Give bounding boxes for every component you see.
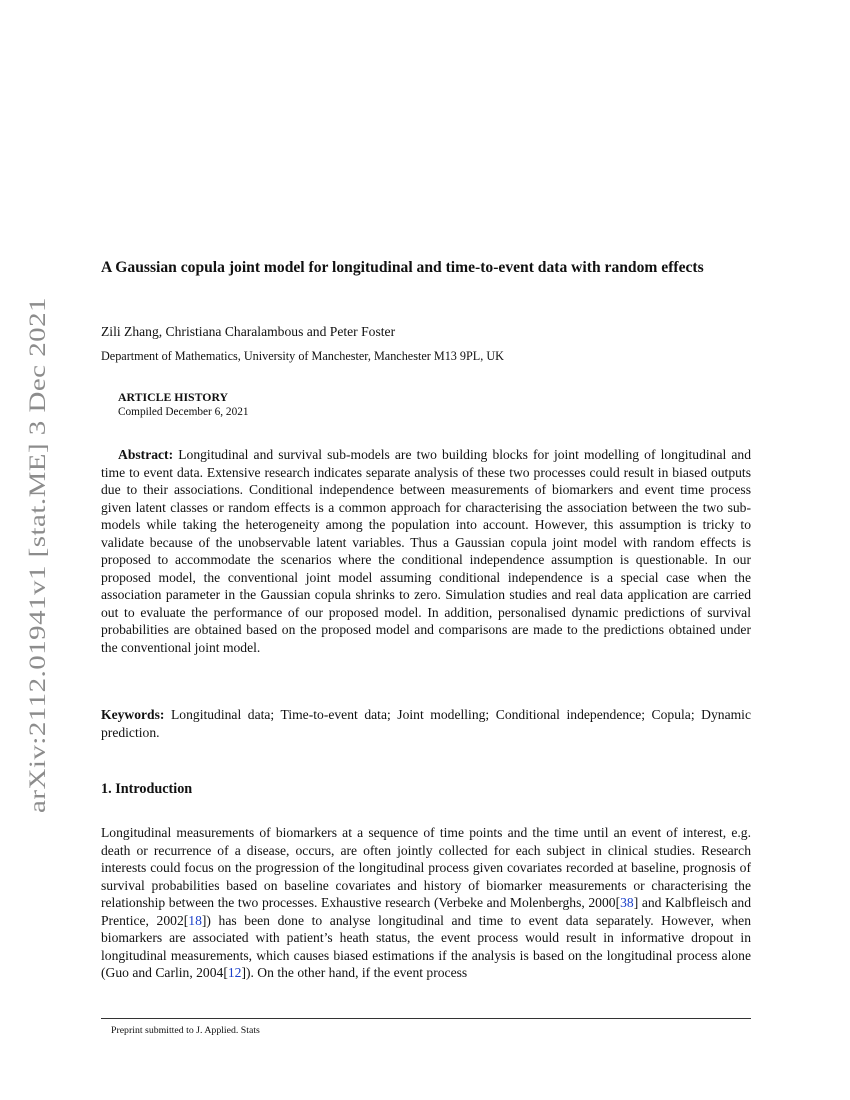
footer-divider bbox=[101, 1018, 751, 1019]
keywords bbox=[101, 706, 751, 741]
abstract-text: Longitudinal and survival sub-models are two building blocks for joint modelling of longitudinal and time to event data. Extensive research indicates separate analysis of these two processes could result in biased outputs due to their associations. Conditional independence between measurements of biomarkers and event time process given latent classes or random effects is a common approach for characterising the association between the two sub-models while taking the heterogeneity among the population into account. However, this assumption is tricky to validate because of the unobservable latent variables. Thus a Gaussian copula joint model with random effects is proposed to accommodate the scenarios where the conditional independence assumption is questionable. In our proposed model, the conventional joint model assuming conditional independence is a special case when the association parameter in the Gaussian copula shrinks to zero. Simulation studies and real data application are carried out to evaluate the performance of our proposed model. In addition, personalised dynamic predictions of survival probabilities are obtained based on the proposed model and comparisons are made to the predictions obtained under the conventional joint model. bbox=[101, 447, 751, 655]
citation-link[interactable]: 18 bbox=[188, 912, 202, 928]
section-heading-introduction: 1. Introduction bbox=[101, 781, 193, 797]
keywords-text: Longitudinal data; Time-to-event data; Joint modelling; Conditional independence; Copula; Dynamic prediction. bbox=[101, 707, 751, 740]
paper-title: A Gaussian copula joint model for longitudinal and time-to-event data with random effects bbox=[101, 259, 704, 276]
intro-text-3: ]) has been done to analyse longitudinal and time to event data separately. However, when biomarkers are associated with patient’s heath status, the event process would result in informative dropout in longitudinal measurements, which causes biased estimations if the analysis is based on the longitudinal process alone (Guo and Carlin, 2004[ bbox=[101, 912, 751, 980]
arxiv-sidebar-stamp bbox=[20, 295, 54, 815]
citation-link[interactable]: 38 bbox=[620, 895, 634, 910]
abstract-label: Abstract: bbox=[118, 447, 174, 462]
intro-text-4: ]). On the other hand, if the event process bbox=[241, 965, 468, 980]
abstract bbox=[101, 446, 751, 656]
article-history-label: ARTICLE HISTORY bbox=[118, 390, 229, 404]
introduction-paragraph bbox=[101, 824, 751, 982]
compiled-date: Compiled December 6, 2021 bbox=[118, 406, 249, 418]
citation-link[interactable]: 12 bbox=[227, 965, 242, 980]
intro-text-2: ] and Kalbfleisch and Prentice, 2002[ bbox=[101, 895, 751, 928]
arxiv-identifier: arXiv:2112.01941v1 [stat.ME] 3 Dec 2021 bbox=[25, 393, 51, 813]
author-list: Zili Zhang, Christiana Charalambous and Peter Foster bbox=[101, 324, 396, 339]
affiliation: Department of Mathematics, University of Manchester, Manchester M13 9PL, UK bbox=[101, 349, 504, 363]
footer-note: Preprint submitted to J. Applied. Stats bbox=[111, 1025, 260, 1036]
keywords-label: Keywords: bbox=[101, 707, 165, 722]
intro-text-1: Longitudinal measurements of biomarkers at a sequence of time points and the time until an event of interest, e.g. death or recurrence of a disease, occurs, are often jointly collected for each subject in clinical studies. Research interests could focus on the progression of the longitudinal process given covariates recorded at baseline, prognosis of survival probabilities based on baseline covariates and history of biomarker measurements or characterising the relationship between the two processes. Exhaustive research (Verbeke and Molenberghs, 2000[ bbox=[101, 825, 751, 910]
